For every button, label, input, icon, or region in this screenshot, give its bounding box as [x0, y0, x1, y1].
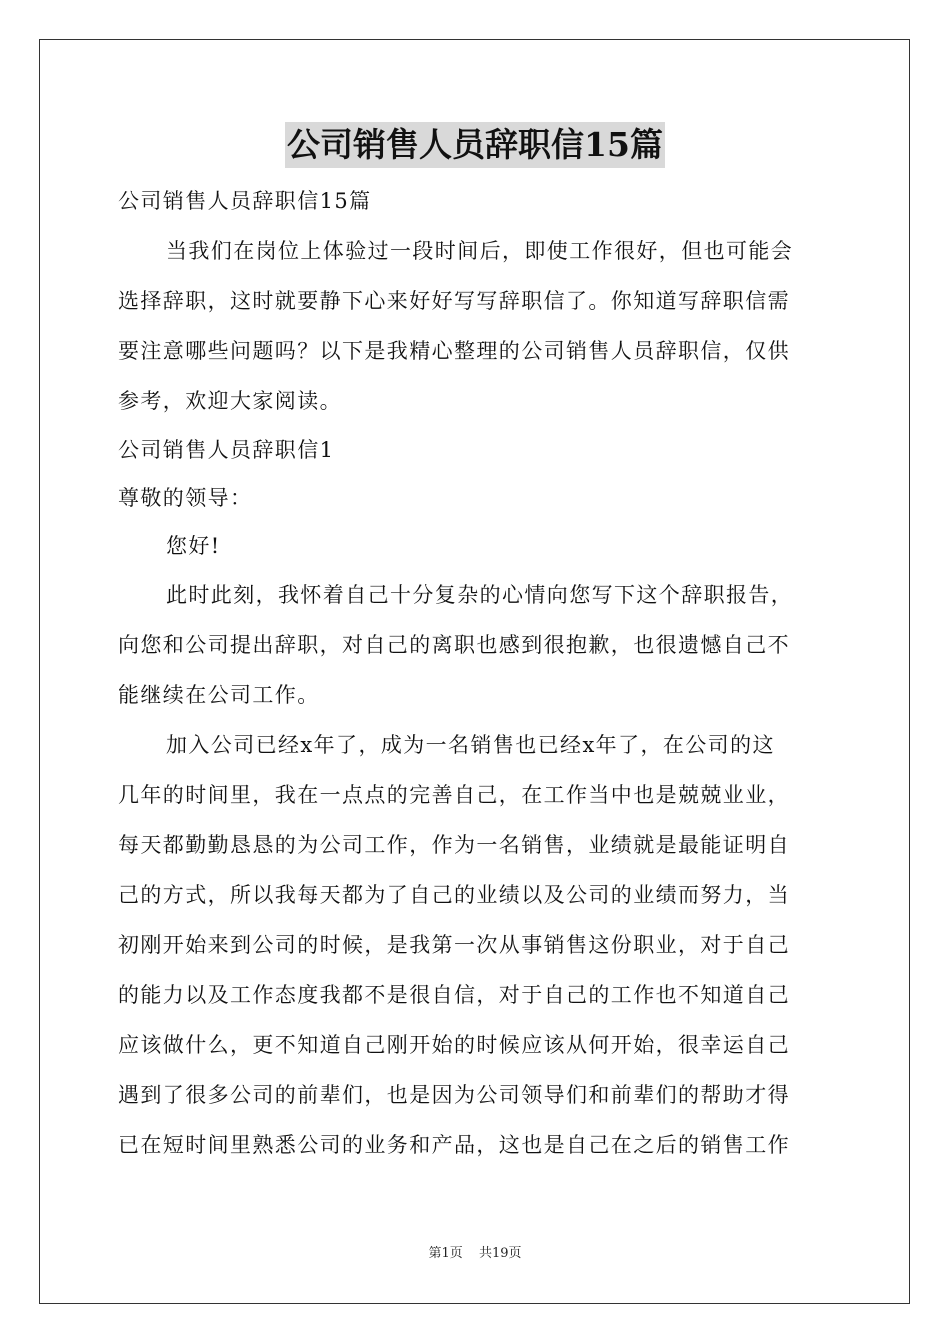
text-line: 能继续在公司工作。 [118, 683, 320, 707]
document-title-wrapper [0, 122, 950, 168]
text-line: 公司销售人员辞职信15篇 [118, 189, 372, 213]
document-body [118, 176, 838, 1170]
text-line: 您好! [166, 534, 221, 558]
text-line: 此时此刻，我怀着自己十分复杂的心情向您写下这个辞职报告， [166, 583, 794, 607]
text-line: 几年的时间里，我在一点点的完善自己，在工作当中也是兢兢业业， [118, 783, 790, 807]
text-line: 加入公司已经x年了，成为一名销售也已经x年了，在公司的这 [166, 733, 775, 757]
text-line: 公司销售人员辞职信1 [118, 438, 335, 462]
text-line: 已在短时间里熟悉公司的业务和产品，这也是自己在之后的销售工作 [118, 1133, 790, 1157]
text-line: 遇到了很多公司的前辈们，也是因为公司领导们和前辈们的帮助才得 [118, 1083, 790, 1107]
page-total: 共19页 [478, 1246, 522, 1261]
text-line: 尊敬的领导： [118, 486, 253, 510]
text-line: 每天都勤勤恳恳的为公司工作，作为一名销售，业绩就是最能证明自 [118, 833, 790, 857]
text-line: 当我们在岗位上体验过一段时间后，即使工作很好，但也可能会 [166, 239, 794, 263]
text-line: 己的方式，所以我每天都为了自己的业绩以及公司的业绩而努力，当 [118, 883, 790, 907]
document-title: 公司销售人员辞职信15篇 [285, 122, 665, 168]
text-line: 选择辞职，这时就要静下心来好好写写辞职信了。你知道写辞职信需 [118, 289, 790, 313]
text-line: 应该做什么，更不知道自己刚开始的时候应该从何开始，很幸运自己 [118, 1033, 790, 1057]
page-footer [0, 1242, 950, 1261]
text-line: 参考，欢迎大家阅读。 [118, 389, 342, 413]
text-line: 初刚开始来到公司的时候，是我第一次从事销售这份职业，对于自己 [118, 933, 790, 957]
page-number: 第1页 [428, 1246, 463, 1261]
text-line: 要注意哪些问题吗？以下是我精心整理的公司销售人员辞职信，仅供 [118, 339, 790, 363]
text-line: 的能力以及工作态度我都不是很自信，对于自己的工作也不知道自己 [118, 983, 790, 1007]
text-line: 向您和公司提出辞职，对自己的离职也感到很抱歉，也很遗憾自己不 [118, 633, 790, 657]
